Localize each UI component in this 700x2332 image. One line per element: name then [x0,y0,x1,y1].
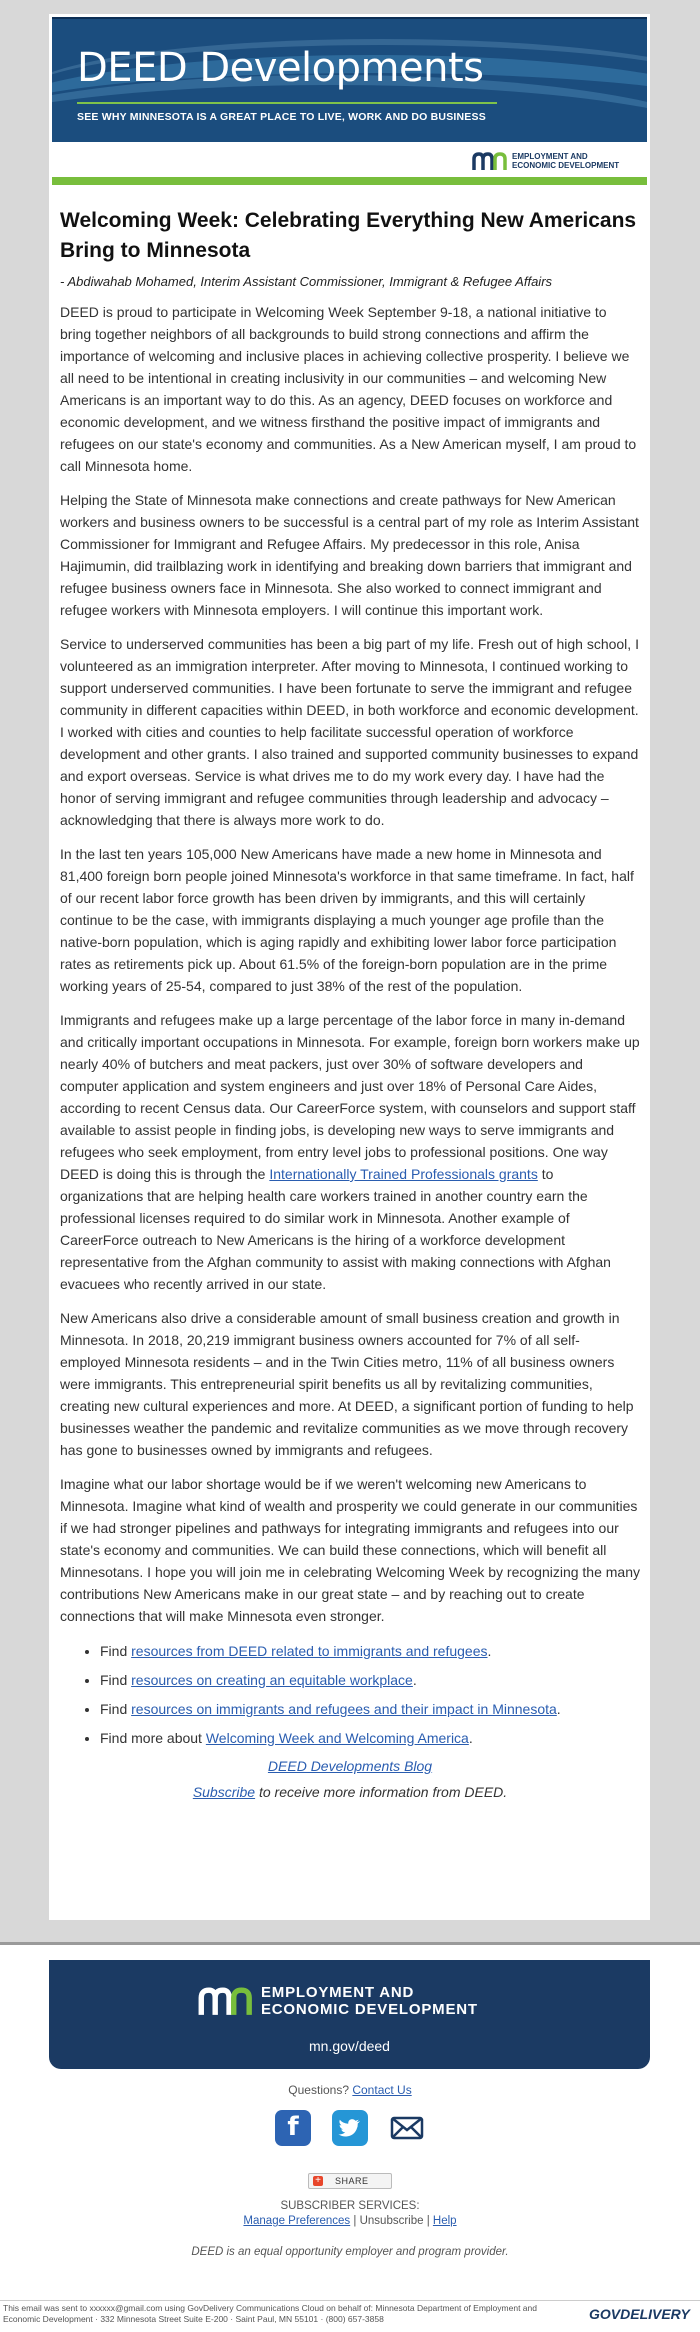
resource-link[interactable]: resources on creating an equitable workplace [131,1672,413,1688]
article-paragraph: DEED is proud to participate in Welcoming Week September 9-18, a national initiative to bring together neighbors of all backgrounds to build strong connections and affirm the importance of welcoming and inclusive places in achieving collective prosperity. I believe we all need to be intentional in creating inclusivity in our communities – and welcoming New Americans is an important way to do this. As an agency, DEED focuses on workforce and economic development, and we witness firsthand the positive impact of immigrants and refugees on our state's economy and communities. As a New American myself, I am proud to call Minnesota home. [60,304,637,474]
facebook-icon[interactable]: f [275,2110,311,2146]
article-paragraph: Imagine what our labor shortage would be if we weren't welcoming new Americans to Minnesota. Imagine what kind of wealth and prosperity we could generate in our communities if we had stronger pipelines and pathways for integrating immigrants and refugees into our state's economy and communities. We can build these connections, which will benefit all Minnesotans. I hope you will join me in celebrating Welcoming Week by recognizing the many contributions New Americans make in our great state – and by reaching out to create connections that will make Minnesota even stronger. [60,1476,641,1624]
logo-line-2: ECONOMIC DEVELOPMENT [512,161,620,170]
article-headline: Welcoming Week: Celebrating Everything New Americans Bring to Minnesota [60,209,637,262]
paragraph-text: Immigrants and refugees make up a large percentage of the labor force in many in-demand and critically important occupations in Minnesota. For example, foreign born workers make up nearly 40% of butchers and meat packers, just over 30% of software developers and computer application and system engineers and just over 18% of Personal Care Aides, according to recent Census data. Our CareerForce system, with counselors and support staff available to assist people in finding jobs, is developing new ways to serve immigrants and refugees who seek employment, from entry level jobs to professional positions. One way DEED is doing this is through the [60,1012,640,1182]
list-item [100,1641,640,1661]
banner-green-bar [52,177,647,185]
header-banner [52,17,647,177]
questions-text: Questions? [288,2083,353,2097]
share-button[interactable] [308,2173,392,2189]
newsletter-card [49,14,650,1920]
equal-opportunity-statement: DEED is an equal opportunity employer and program provider. [191,2246,509,2258]
questions-line [0,2083,700,2097]
banner-title: DEED Developments [77,45,484,91]
list-item [100,1670,640,1690]
list-prefix: Find more about [100,1730,206,1746]
subscriber-services-heading: SUBSCRIBER SERVICES: [280,2200,420,2212]
resource-link[interactable]: Welcoming Week and Welcoming America [205,1730,469,1746]
mn-logo-icon [472,150,508,172]
subscribe-line [60,1784,640,1800]
list-suffix: . [556,1701,561,1717]
banner-logo-text [512,152,619,170]
unsubscribe-link[interactable]: Unsubscribe [359,2215,424,2227]
list-suffix: . [412,1672,417,1688]
twitter-icon[interactable] [332,2110,368,2146]
subscriber-services-links [0,2214,700,2229]
article-paragraph: Helping the State of Minnesota make connections and create pathways for New American workers and business owners to be successful is a central part of my role as Interim Assistant Commissioner for Immigrant and Refugee Affairs. My predecessor in this role, Anisa Hajimumin, did trailblazing work in identifying and breaking down barriers that immigrant and refugee business owners face in Minnesota. She also worked to connect immigrant and refugee workers with Minnesota employers. I will continue this important work. [60,492,639,618]
blog-link[interactable]: DEED Developments Blog [267,1758,433,1774]
article-paragraph: New Americans also drive a considerable amount of small business creation and growth in Minnesota. In 2018, 20,219 immigrant business owners accounted for 7% of all self-employed Minnesota residents – and in the Twin Cities metro, 11% of all business owners were immigrants. This entrepreneurial spirit benefits us all by revitalizing communities, creating new cultural experiences and more. At DEED, a significant portion of funding to help businesses weather the pandemic and revitalize communities as we move through recovery has gone to businesses owned by immigrants and refugees. [60,1310,634,1458]
subscribe-text: to receive more information from DEED. [255,1784,508,1800]
footer-logo-box [49,1960,650,2069]
article-paragraph: In the last ten years 105,000 New Americans have made a new home in Minnesota and 81,400 foreign born people joined Minnesota's workforce in that same timeframe. In fact, half of our recent labor force growth has been driven by immigrants, and this will certainly continue to be the case, with immigrants displaying a much younger age profile than the native-born population, which is aging rapidly and exhibiting lower labor force participation rates as retirements pick up. About 61.5% of the foreign-born population are in the prime working years of 25-54, compared to just 38% of the rest of the population. [60,846,634,994]
banner-tagline: SEE WHY MINNESOTA IS A GREAT PLACE TO LIVE, WORK AND DO BUSINESS [77,111,486,123]
fine-print: This email was sent to xxxxxx@gmail.com using GovDelivery Communications Cloud on behalf of: Minnesota Department of Employment and Economic Development · 332 Minnesota Street Suite E-200 · Saint Paul, MN 55101 · (800) 657-3858 [3,2303,537,2324]
subscribe-link[interactable]: Subscribe [192,1784,256,1800]
list-item [100,1699,640,1719]
email-icon[interactable] [389,2110,425,2146]
org-line-1: EMPLOYMENT AND [261,1984,415,2001]
itp-grants-link[interactable]: Internationally Trained Professionals grants [269,1166,538,1182]
separator: | [353,2215,357,2227]
resource-link[interactable]: resources on immigrants and refugees and their impact in Minnesota [131,1701,557,1717]
help-link[interactable]: Help [432,2215,457,2227]
resource-list [60,1641,640,1748]
list-prefix: Find [100,1672,132,1688]
separator: | [426,2215,430,2227]
footer-org-name [261,1984,478,2018]
mn-logo-icon [197,1984,255,2018]
banner-logo-strip [52,142,647,177]
list-item [100,1728,640,1748]
article-content [60,206,640,1800]
share-label: SHARE [335,2176,369,2186]
social-links [272,2110,432,2150]
logo-line-1: EMPLOYMENT AND [512,152,588,161]
article-paragraph [60,1009,640,1295]
list-suffix: . [468,1730,473,1746]
manage-preferences-link[interactable]: Manage Preferences [243,2215,351,2227]
banner-rule [77,102,497,104]
subscriber-services [0,2199,700,2229]
share-plus-icon: + [313,2176,323,2186]
contact-us-link[interactable]: Contact Us [352,2083,412,2097]
blog-line [60,1758,640,1774]
org-line-2: ECONOMIC DEVELOPMENT [261,2001,478,2018]
article-paragraph: Service to underserved communities has been a big part of my life. Fresh out of high school, I volunteered as an immigration interpreter. After moving to Minnesota, I continued working to support underserved communities. I have been fortunate to serve the immigrant and refugee community in different capacities within DEED, in both workforce and economic development. I worked with cities and counties to help facilitate successful operation of workforce development and other grants. I also trained and supported community businesses to expand and export overseas. Service is what drives me to do my work every day. I have had the honor of serving immigrant and refugee communities through leadership and advocacy – acknowledging that there is always more work to do. [60,636,639,828]
resource-link[interactable]: resources from DEED related to immigrants and refugees [131,1643,488,1659]
footer-url[interactable]: mn.gov/deed [309,2038,390,2054]
list-prefix: Find [100,1643,132,1659]
fine-print-divider [0,2300,700,2301]
list-prefix: Find [100,1701,132,1717]
list-suffix: . [487,1643,492,1659]
article-byline: - Abdiwahab Mohamed, Interim Assistant Commissioner, Immigrant & Refugee Affairs [60,274,553,289]
paragraph-text: to organizations that are helping health care workers trained in another country earn the professional licenses required to do similar work in Minnesota. Another example of CareerForce outreach to New Americans is the hiring of a workforce development representative from the Afghan community to assist with making connections with Afghan evacuees who recently arrived in our state. [60,1166,611,1292]
govdelivery-logo[interactable]: GOVDELIVERY [589,2306,690,2322]
